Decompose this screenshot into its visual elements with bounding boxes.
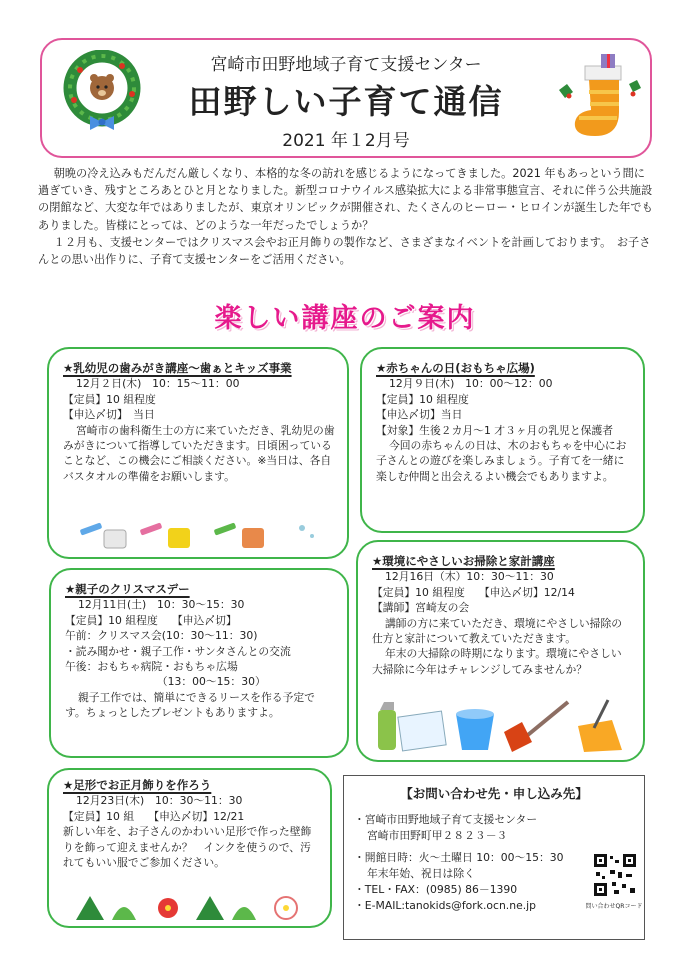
event-deadline: 【申込〆切】 当日 [63,408,155,422]
event-title: ★環境にやさしいお掃除と家計講座 [372,554,555,568]
org-name: 宮崎市田野地域子育て支援センター [210,55,482,75]
event-date: 12月２日(木) 10：15～11：00 [75,377,240,391]
christmas-wreath-icon [62,50,142,138]
contact-address: 宮崎市田野町甲２８２３－３ [366,829,508,842]
event-description: 親子工作では、簡単にできるリースを作る予定です。ちょっとしたプレゼントもありますよ。 [65,690,315,720]
event-date: 12月９日(木) 10：00～12：00 [388,377,553,391]
intro-text [38,165,654,268]
christmas-stocking-icon [555,52,645,142]
event-description: 宮崎市の歯科衛生士の方に来ていただき、乳幼児の歯みがきについて指導していただきます。日頃困っていることなど、この機会にご相談ください。※当日は、各自バスタオルの準備をお願いします。 [63,423,335,483]
contact-hours: ・開館日時：火～土曜日 10：00～15：30 [354,851,564,864]
event-capacity: 【定員】10 組程度 [63,392,156,406]
newsletter-title: 田野しい子育て通信 [188,82,504,121]
event-capacity: 【定員】10 組 【申込〆切】12/21 [63,809,245,823]
event-title: ★親子のクリスマスデー [65,582,190,596]
event-date: 12月11日(土) 10：30～15：30 [77,598,245,612]
event-afternoon-time: （13：00～15：30） [156,675,266,689]
contact-email[interactable]: ・E-MAIL:tanokids@fork.ocn.ne.jp [354,899,536,912]
event-deadline: 【申込〆切】当日 [376,408,463,422]
contact-heading: 【お問い合わせ先・申し込み先】 [400,786,588,801]
contact-org: ・宮崎市田野地域子育て支援センター [354,813,538,826]
event-date: 12月16日（木）10：30～11：30 [384,570,554,584]
event-lecturer: 【講師】宮崎友の会 [372,601,470,615]
event-afternoon: 午後：おもちゃ病院・おもちゃ広場 [65,660,238,674]
contact-closed-days: 年末年始、祝日は除く [366,867,475,880]
event-target: 【対象】生後２カ月～1 才３ヶ月の乳児と保護者 [376,423,614,437]
qr-code-icon[interactable] [592,852,638,898]
new-year-pine-plum-icon [72,890,312,924]
event-capacity: 【定員】10 組程度 【申込〆切】12/14 [372,585,575,599]
event-title: ★赤ちゃんの日(おもちゃ広場) [376,361,535,375]
event-morning: 午前：クリスマス会(10：30～11：30) [65,629,258,643]
issue-label: 2021 年１2月号 [282,131,410,151]
event-description: 講師の方に来ていただき、環境にやさしい掃除の仕方と家計について教えていただきます。 [372,616,623,646]
event-description-2: 年末の大掃除の時期になります。環境にやさしい大掃除に今年はチャレンジしてみませんか？ [372,647,622,676]
section-title: 楽しい講座のご案内 [214,303,476,334]
intro-paragraph-1: 朝晩の冷え込みもだんだん厳しくなり、本格的な冬の訪れを感じるようになってきました。2021 年もあっという間に過ぎていき、残すところあとひと月となりました。新型コロナウイルス感染拡大による非常事態宣言、それに伴う公共施設の閉館など、大変な年ではありましたが、東京オリンピックが開催され、たくさんのヒーロー・ヒロインが誕生した年でもありました。皆様にとっては、どのような一年だったでしょうか？ [38,167,653,232]
event-title: ★足形でお正月飾りを作ろう [63,778,212,792]
event-description: 新しい年を、お子さんのかわいい足形で作った壁飾りを飾って迎えませんか？ インクを使うので、汚れてもいい服でご参加ください。 [63,825,312,870]
event-date: 12月23日(木) 10：30～11：30 [75,794,243,808]
intro-paragraph-2: １２月も、支援センターではクリスマス会やお正月飾りの製作など、さまざまなイベントを計画しております。 お子さんとの思い出作りに、子育て支援センターをご活用ください。 [38,235,651,267]
contact-tel: ・TEL・FAX：(0985) 86－1390 [354,883,518,896]
qr-caption: 問い合わせQRコード [585,903,643,910]
event-description: 今回の赤ちゃんの日は、木のおもちゃを中心にお子さんとの遊びを楽しみましょう。子育てを一緒に楽しむ仲間と出会えるよい機会でもありますよ。 [376,439,627,483]
event-title: ★乳幼児の歯みがき講座～歯ぁとキッズ事業 [63,361,292,375]
event-capacity: 【定員】10 組程度 【申込〆切】 [65,613,237,627]
cleaning-tools-icon [372,692,632,754]
event-baby-day [360,347,645,533]
toothbrush-cup-icon [76,518,326,550]
event-christmas-day [49,568,349,758]
event-capacity: 【定員】10 組程度 [376,392,469,406]
event-morning-detail: ・読み聞かせ・親子工作・サンタさんとの交流 [65,644,291,658]
